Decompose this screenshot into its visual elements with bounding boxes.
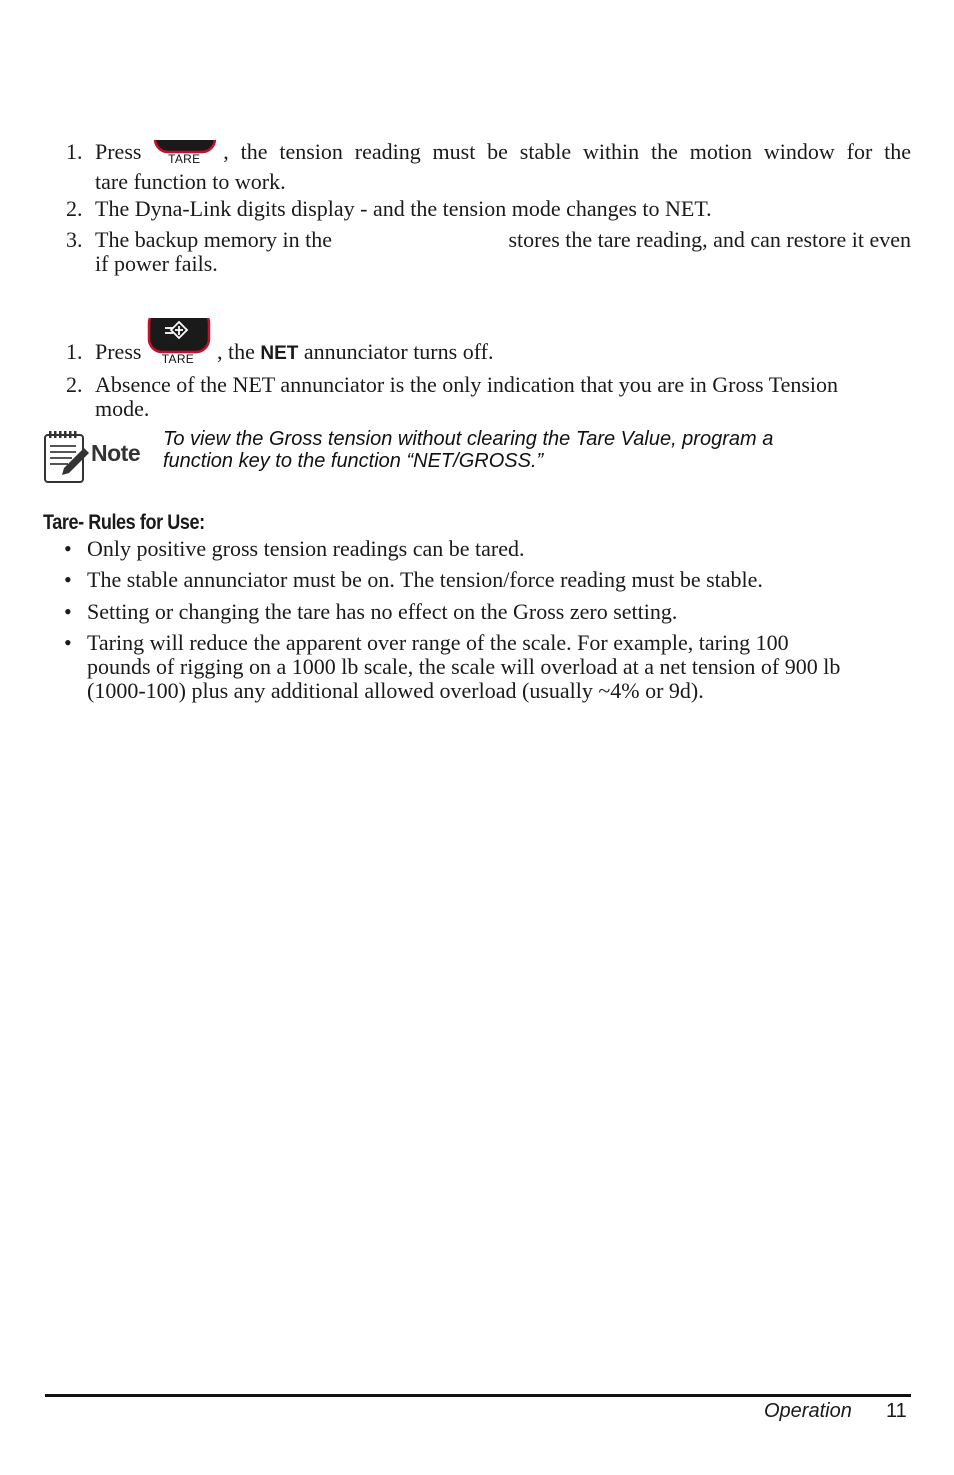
rules-heading: Tare- Rules for Use:: [43, 511, 205, 534]
step-number: 1.: [66, 139, 83, 164]
page-number: 11: [886, 1400, 907, 1422]
tare-step-1: [0, 139, 954, 194]
footer-section: Operation: [764, 1400, 852, 1422]
step-text-line: mode.: [95, 396, 150, 421]
step-number: 2.: [66, 372, 83, 397]
note-icon: [42, 428, 154, 491]
step-number: 1.: [66, 339, 83, 364]
tare-key-icon: TARE: [153, 140, 223, 164]
step-text-line: Absence of the NET annunciator is the only indication that you are in Gross Tension: [95, 372, 839, 397]
step-text-line: Press TARE , the tension reading must be stable within the motion window for the: [95, 140, 911, 164]
step-number: 3.: [66, 227, 83, 252]
step-text-line: if power fails.: [95, 251, 218, 276]
net-label: NET: [260, 343, 299, 364]
tare-steps: [0, 139, 954, 194]
step-text-line: Press TARE , the NET annunciator turns off.: [95, 340, 493, 366]
note-label: Note: [91, 440, 141, 466]
manual-page: 1. Press TARE , the tension reading must be stable within the motion window for the tare function to work. 2. The Dyna-Link digits display - and the tension mode changes to NET. 3. The backup memory in the stores the tare reading, and can restore it even if power fails. 1. Press TARE , the NET annunciator turns off. 2. Absence of the NET annunciator is the only indication that you are in Gross Tension mode. Note To view the Gross tension without clearing the Tare Value, program a function key to the function “NET/GROSS.” Tare- Rules for Use: • Only positive gross tension readings can be tared. • The stable annunciator must be on. The tension/force reading must be stable. • Setting or changing the tare has no effect on the Gross zero setting. • Taring will reduce the apparent over range of the scale. For example, taring 100 pounds of rigging on a 1000 lb scale, the scale will overload at a net tension of 900 lb (1000-100) plus any additional allowed overload (usually ~4% or 9d). Operation 11: [0, 0, 954, 1475]
note-callout: [42, 428, 912, 488]
step-number: 2.: [66, 196, 83, 221]
note-text: To view the Gross tension without clearing the Tare Value, program a function key to the function “NET/GROSS.”: [163, 428, 774, 472]
step-text: The Dyna-Link digits display - and the tension mode changes to NET.: [95, 196, 712, 221]
step-text-after: stores the tare reading, and can restore it even: [508, 227, 911, 252]
step-text-line: tare function to work.: [95, 169, 286, 194]
footer-rule: [45, 1394, 911, 1397]
tare-key-icon: TARE: [147, 318, 217, 364]
step-text-before: The backup memory in the: [95, 227, 333, 252]
